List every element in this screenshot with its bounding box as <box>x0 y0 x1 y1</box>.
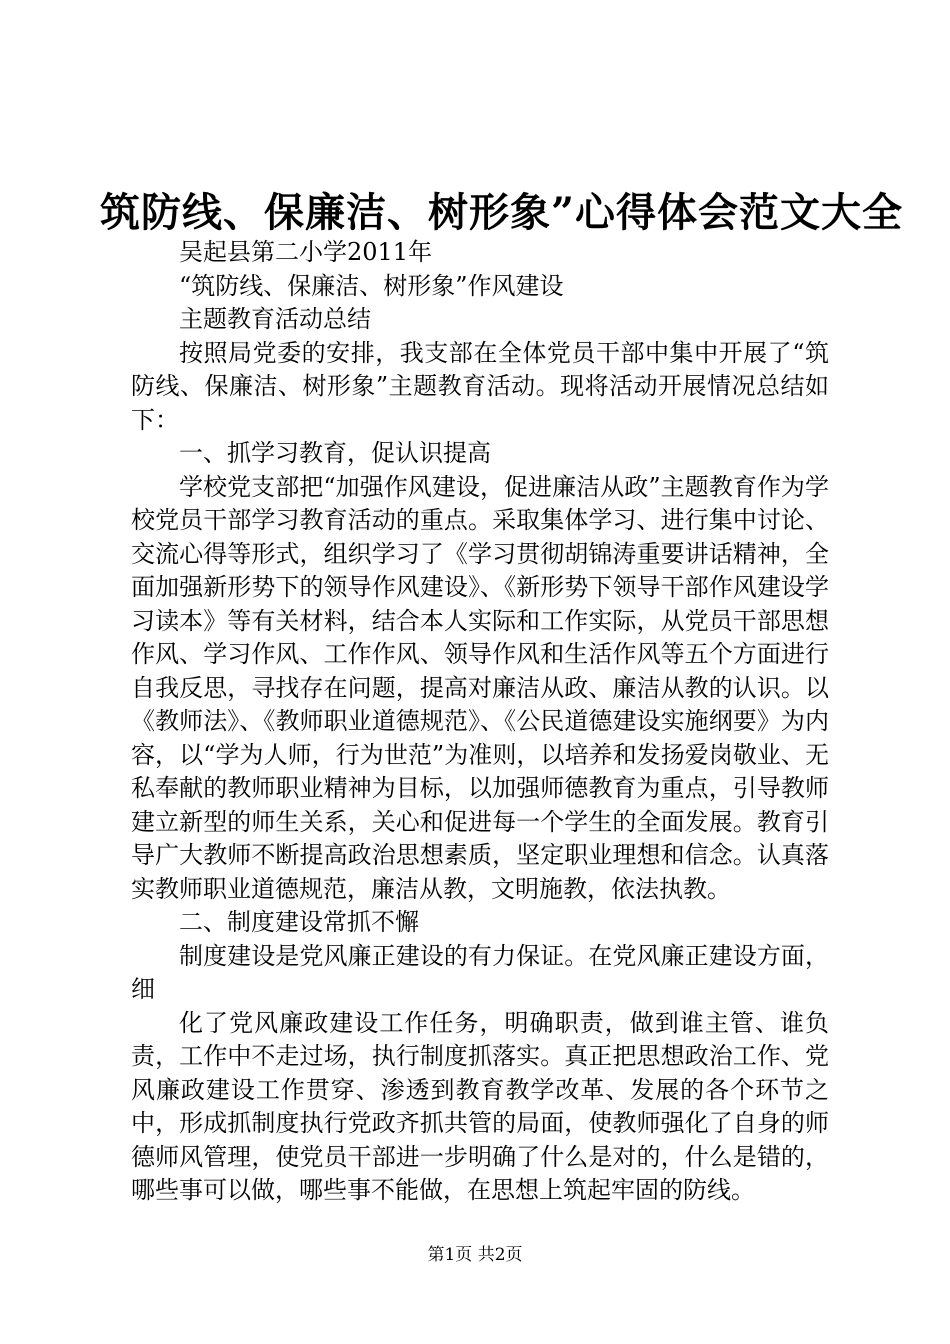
section-heading-1: 一、抓学习教育，促认识提高 <box>179 439 491 467</box>
section-1-paragraph: 学校党支部把“加强作风建设，促进廉洁从政”主题教育作为学校党员干部学习教育活动的重点。采取集体学习、进行集中讨论、交流心得等形式，组织学习了《学习贯彻胡锦涛重要讲话精神，全面加强新形势下的领导作风建设》、《新形势下领导干部作风建设学习读本》等有关材料，结合本人实际和工作实际，从党员干部思想作风、学习作风、工作作风、领导作风和生活作风等五个方面进行自我反思，寻找存在问题，提高对廉洁从政、廉洁从教的认识。以《教师法》、《教师职业道德规范》、《公民道德建设实施纲要》为内容，以“学为人师，行为世范”为准则，以培养和发扬爱岗敬业、无私奉献的教师职业精神为目标，以加强师德教育为重点，引导教师建立新型的师生关系，关心和促进每一个学生的全面发展。教育引导广大教师不断提高政治思想素质，坚定职业理想和信念。认真落实教师职业道德规范，廉洁从教，文明施教，依法执教。 <box>131 472 829 903</box>
section-2-paragraph-2: 化了党风廉政建设工作任务，明确职责，做到谁主管、谁负责，工作中不走过场，执行制度抓落实。真正把思想政治工作、党风廉政建设工作贯穿、渗透到教育教学改革、发展的各个环节之中，形成抓制度执行党政齐抓共管的局面，使教师强化了自身的师德师风管理，使党员干部进一步明确了什么是对的，什么是错的，哪些事可以做，哪些事不能做，在思想上筑起牢固的防线。 <box>131 1008 829 1204</box>
document-title: 筑防线、保廉洁、树形象”心得体会范文大全 <box>100 189 904 236</box>
intro-paragraph: 按照局党委的安排，我支部在全体党员干部中集中开展了“筑防线、保廉洁、树形象”主题教育活动。现将活动开展情况总结如下： <box>131 338 829 434</box>
school-line: 吴起县第二小学2011年 <box>179 238 433 266</box>
document-body <box>131 236 829 1208</box>
section-2-paragraph-1: 制度建设是党风廉正建设的有力保证。在党风廉正建设方面，细 <box>131 941 829 1003</box>
page-footer: 第1页 共2页 <box>427 1245 523 1265</box>
summary-heading: 主题教育活动总结 <box>179 305 371 333</box>
subtitle-line: “筑防线、保廉洁、树形象”作风建设 <box>179 271 564 300</box>
section-heading-2: 二、制度建设常抓不懈 <box>179 908 419 936</box>
